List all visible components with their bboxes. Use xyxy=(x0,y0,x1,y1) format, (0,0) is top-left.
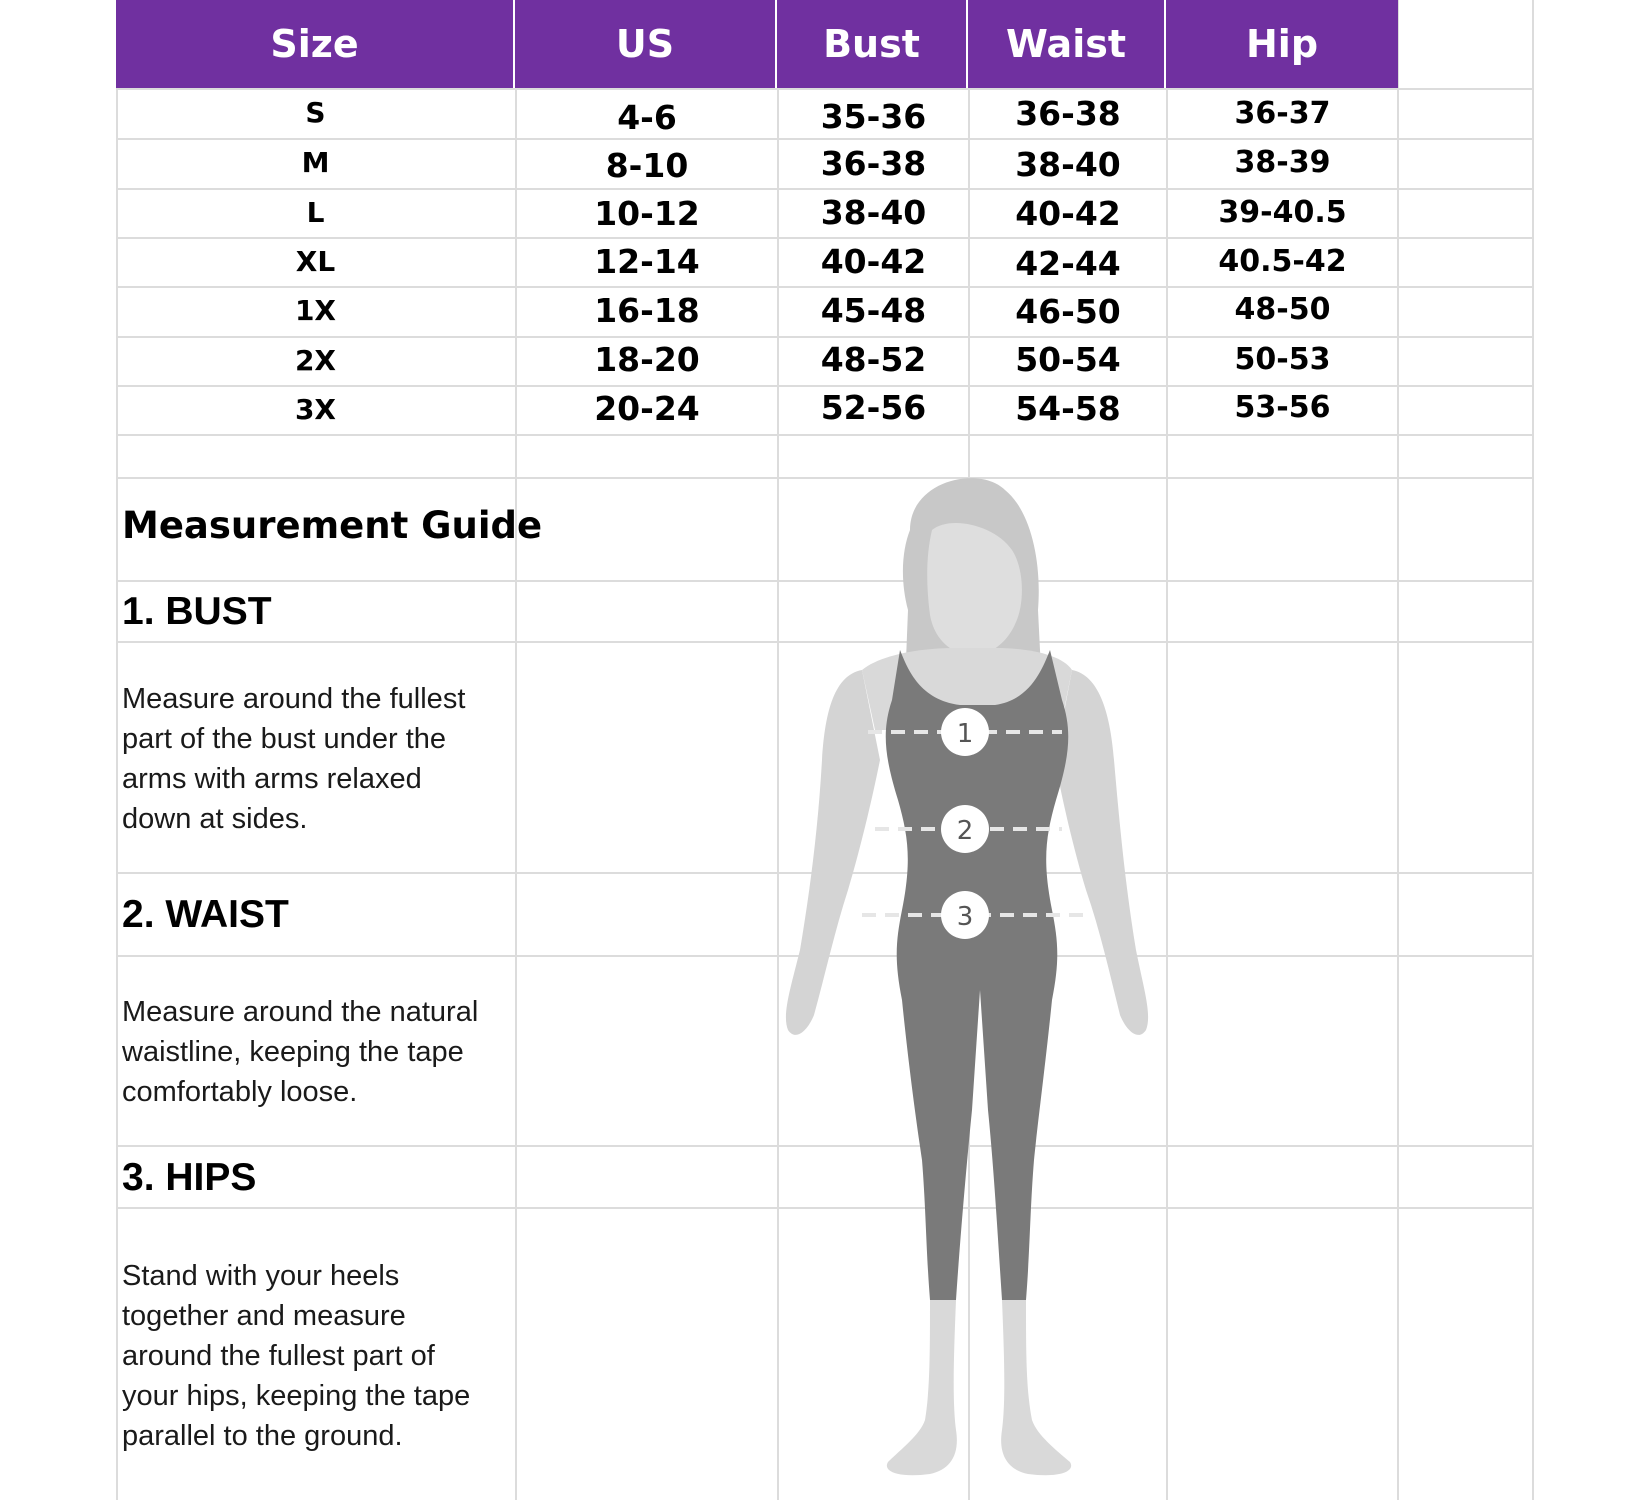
us-cell: 8-10 xyxy=(605,146,689,185)
text-line: down at sides. xyxy=(122,803,308,835)
body-figure-illustration xyxy=(780,470,1200,1500)
hip-cell: 53-56 xyxy=(1234,390,1331,425)
header-bust: Bust xyxy=(777,0,968,88)
us-cell: 4-6 xyxy=(617,98,677,137)
marker-label: 2 xyxy=(956,816,974,846)
bust-cell: 52-56 xyxy=(820,388,927,427)
bust-section-text xyxy=(122,679,522,839)
bust-cell: 40-42 xyxy=(820,242,927,281)
hips-section-title: 3. HIPS xyxy=(122,1156,257,1199)
bust-cell: 38-40 xyxy=(820,193,927,232)
size-table-body xyxy=(0,0,1648,440)
waist-marker xyxy=(941,805,989,853)
waist-cell: 40-42 xyxy=(1015,194,1121,233)
text-line: part of the bust under the xyxy=(122,723,447,755)
us-cell: 12-14 xyxy=(594,242,700,281)
text-line: comfortably loose. xyxy=(122,1076,358,1108)
size-cell: 2X xyxy=(294,344,337,377)
waist-cell: 50-54 xyxy=(1015,340,1121,379)
hip-cell: 50-53 xyxy=(1234,342,1331,377)
text-line: arms with arms relaxed xyxy=(122,763,422,795)
hip-cell: 38-39 xyxy=(1234,145,1331,180)
text-line: waistline, keeping the tape xyxy=(122,1036,464,1068)
us-cell: 20-24 xyxy=(594,389,700,428)
header-hip: Hip xyxy=(1166,0,1398,88)
header-us: US xyxy=(515,0,777,88)
text-line: parallel to the ground. xyxy=(122,1420,403,1452)
waist-cell: 38-40 xyxy=(1015,145,1121,184)
guide-title: Measurement Guide xyxy=(122,504,543,547)
hip-cell: 39-40.5 xyxy=(1218,195,1347,230)
text-line: Measure around the natural xyxy=(122,996,479,1028)
bust-cell: 45-48 xyxy=(820,291,927,330)
hip-cell: 48-50 xyxy=(1234,292,1331,327)
right-lower-leg-shape xyxy=(1001,1300,1071,1475)
right-arm-shape xyxy=(1055,670,1148,1035)
waist-cell: 46-50 xyxy=(1015,292,1121,331)
hip-cell: 36-37 xyxy=(1234,96,1331,131)
text-line: around the fullest part of xyxy=(122,1340,435,1372)
waist-cell: 42-44 xyxy=(1015,244,1121,283)
bust-cell: 35-36 xyxy=(820,97,927,136)
text-line: Stand with your heels xyxy=(122,1260,400,1292)
hips-section-text xyxy=(122,1256,522,1456)
left-lower-leg-shape xyxy=(887,1300,957,1475)
size-cell: 1X xyxy=(294,294,337,327)
size-cell: M xyxy=(301,146,330,179)
bust-cell: 36-38 xyxy=(820,144,927,183)
text-line: Measure around the fullest xyxy=(122,683,466,715)
size-cell: L xyxy=(306,196,325,229)
text-line: your hips, keeping the tape xyxy=(122,1380,471,1412)
left-arm-shape xyxy=(786,670,880,1035)
header-waist: Waist xyxy=(968,0,1166,88)
us-cell: 16-18 xyxy=(594,291,700,330)
waist-cell: 54-58 xyxy=(1015,389,1121,428)
marker-label: 3 xyxy=(956,902,974,932)
bust-section-title: 1. BUST xyxy=(122,590,272,633)
us-cell: 18-20 xyxy=(594,340,700,379)
size-cell: S xyxy=(305,96,326,129)
waist-section-text xyxy=(122,992,522,1112)
bust-cell: 48-52 xyxy=(820,340,927,379)
header-size: Size xyxy=(116,0,515,88)
size-cell: 3X xyxy=(294,393,337,426)
waist-cell: 36-38 xyxy=(1015,94,1121,133)
marker-label: 1 xyxy=(956,719,974,749)
us-cell: 10-12 xyxy=(594,194,700,233)
text-line: together and measure xyxy=(122,1300,406,1332)
hip-cell: 40.5-42 xyxy=(1218,244,1347,279)
waist-section-title: 2. WAIST xyxy=(122,893,289,936)
hip-marker xyxy=(941,891,989,939)
size-cell: XL xyxy=(295,245,336,278)
bust-marker xyxy=(941,708,989,756)
